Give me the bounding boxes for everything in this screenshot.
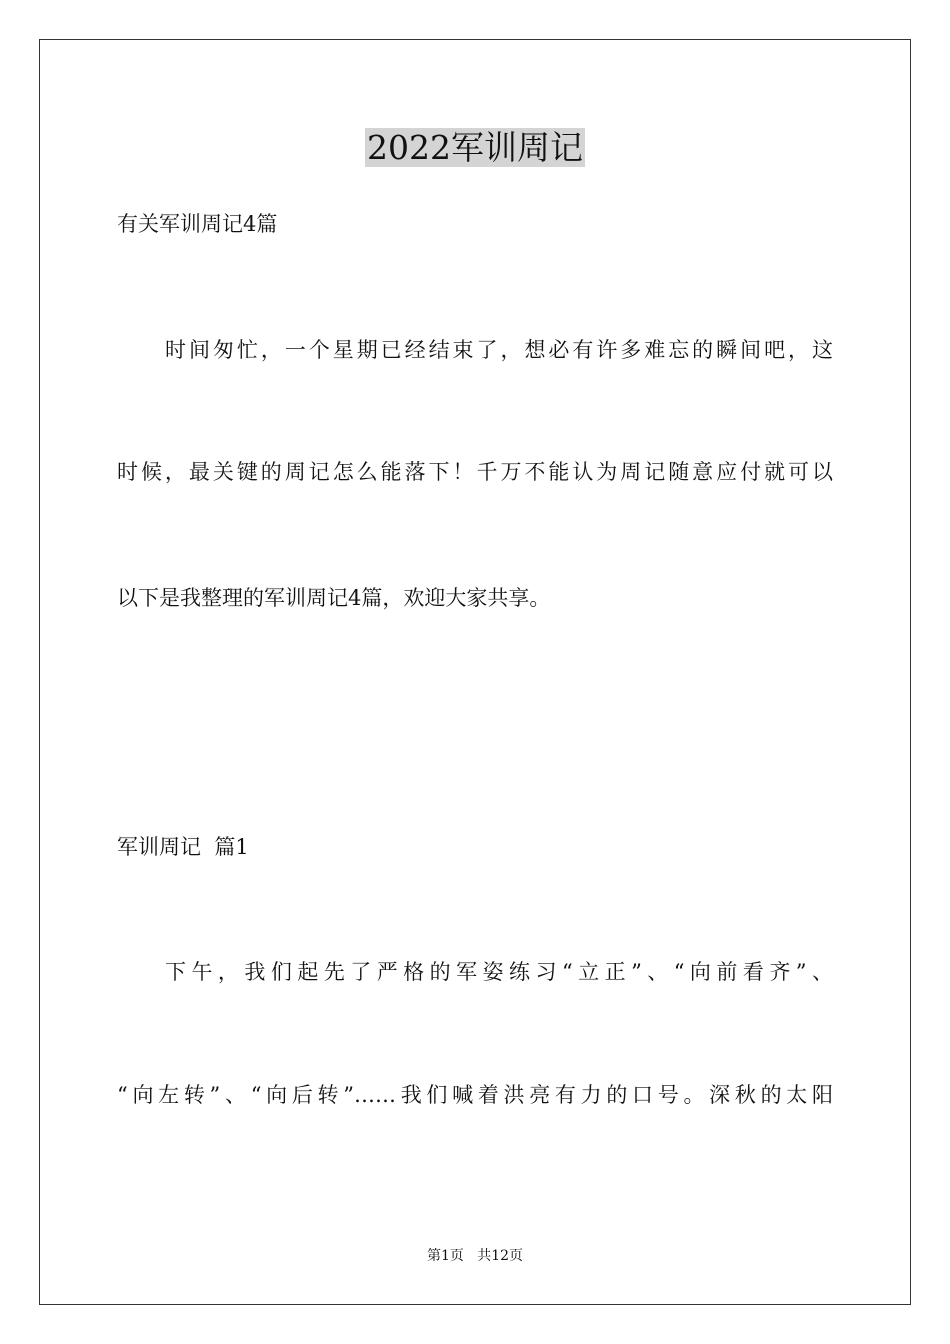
section-paragraph-line-1: 下午，我们起先了严格的军姿练习“立正”、“向前看齐”、 xyxy=(165,960,833,984)
intro-paragraph-line-1: 时间匆忙，一个星期已经结束了，想必有许多难忘的瞬间吧，这 xyxy=(165,338,833,362)
section-heading: 军训周记 篇1 xyxy=(117,835,249,859)
intro-paragraph-line-3: 以下是我整理的军训周记4篇，欢迎大家共享。 xyxy=(117,586,551,610)
intro-paragraph-line-2: 时候，最关键的周记怎么能落下！千万不能认为周记随意应付就可以 xyxy=(117,460,833,484)
page-number-footer: 第1页 共12页 xyxy=(426,1248,524,1264)
document-title: 2022军训周记 xyxy=(367,128,583,167)
document-subtitle: 有关军训周记4篇 xyxy=(117,212,278,236)
section-paragraph-line-2: “向左转”、“向后转”……我们喊着洪亮有力的口号。深秋的太阳 xyxy=(117,1083,833,1107)
